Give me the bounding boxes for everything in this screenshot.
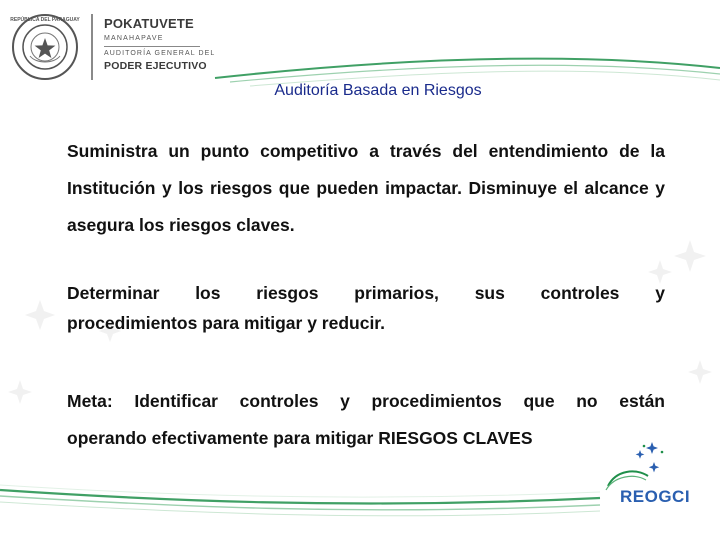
paragraph-meta-line2 <box>67 420 665 457</box>
word: Determinar <box>67 283 160 303</box>
word: sus <box>474 283 505 303</box>
logo-line-manahapave: MANAHAPAVE <box>104 35 164 42</box>
paragraph-intro: Suministra un punto competitivo a través del entendimiento de la Institución y los riesgos que pueden impactar. Disminuye el alcance y asegura los riesgos claves. <box>67 141 665 235</box>
word: Meta: <box>67 391 113 411</box>
paragraph-meta-line1 <box>67 383 665 420</box>
word: que <box>523 391 555 411</box>
star-decoration-icon <box>25 300 55 330</box>
paragraph-determinar-line2: procedimientos para mitigar y reducir. <box>67 313 386 333</box>
reogci-wordmark: REOGCI <box>620 487 691 506</box>
slide-subtitle: Auditoría Basada en Riesgos <box>274 82 482 99</box>
agpe-logo-text <box>104 16 234 73</box>
logo-line-poder-ejecutivo: PODER EJECUTIVO <box>104 60 207 72</box>
word: no <box>576 391 598 411</box>
star-decoration-icon <box>8 380 32 404</box>
star-decoration-icon <box>674 240 706 272</box>
header <box>0 0 720 90</box>
word: controles <box>239 391 319 411</box>
paragraph-determinar <box>67 278 665 338</box>
word: Identificar <box>134 391 218 411</box>
word: riesgos <box>256 283 319 303</box>
word: procedimientos <box>371 391 502 411</box>
logo-line-auditoria: AUDITORÍA GENERAL DEL <box>104 50 216 57</box>
paraguay-seal-icon <box>10 12 80 82</box>
paragraph-determinar-line1 <box>67 278 665 308</box>
word: primarios, <box>354 283 439 303</box>
word: los <box>195 283 221 303</box>
word: controles <box>540 283 620 303</box>
logo-line-pokatuvete: POKATUVETE <box>104 16 194 31</box>
logo-rule <box>104 46 200 47</box>
word: y <box>340 391 350 411</box>
meta-line2-prefix: operando efectivamente para mitigar <box>67 428 379 448</box>
seal-ring-text: REPÚBLICA DEL PARAGUAY <box>10 17 80 23</box>
word: están <box>619 391 665 411</box>
paragraph-meta <box>67 383 665 457</box>
riesgos-claves-emphasis: RIESGOS CLAVES <box>378 428 533 448</box>
word: y <box>655 283 665 303</box>
reogci-logo-icon <box>596 440 696 520</box>
header-divider <box>91 14 93 80</box>
star-decoration-icon <box>688 360 712 384</box>
